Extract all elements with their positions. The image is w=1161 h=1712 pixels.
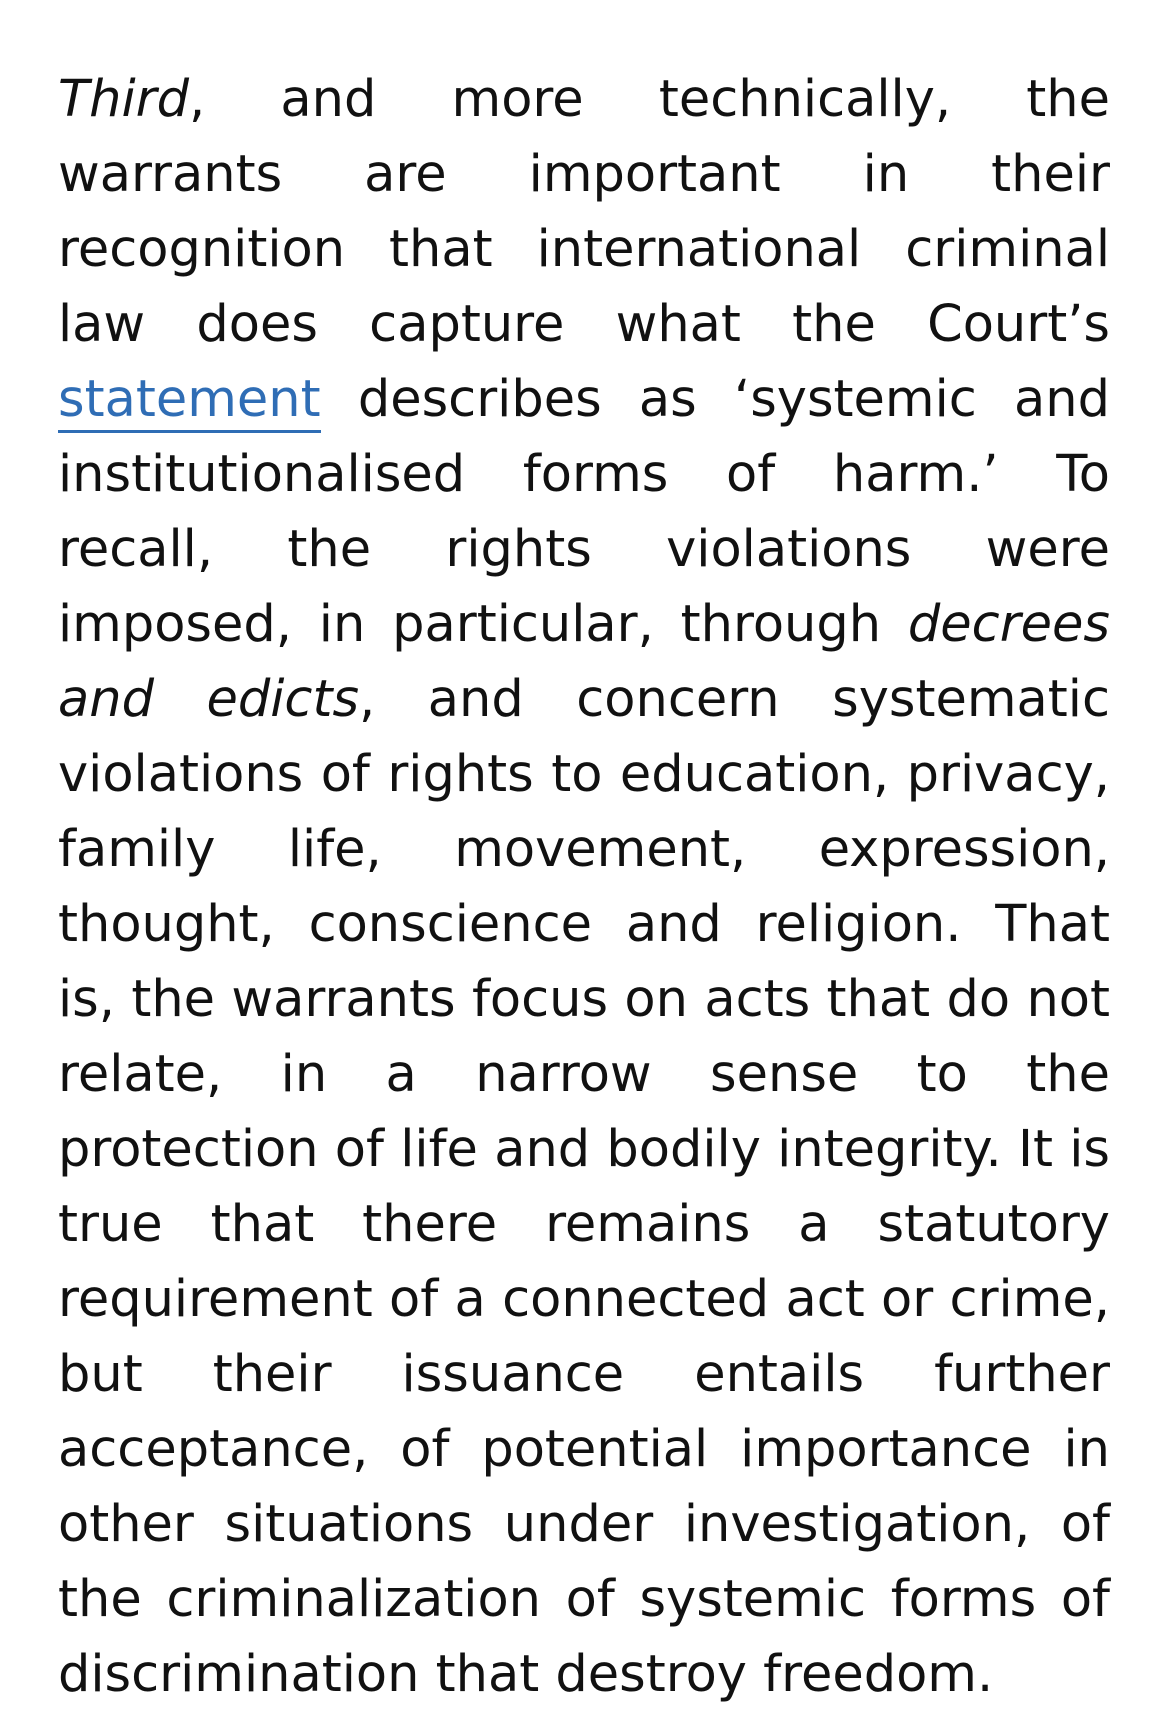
paragraph-text-part-1: , and more technically, the warrants are important in their recognition that international criminal law does capture what the Court’s	[58, 70, 1110, 354]
article-paragraph	[58, 62, 1110, 1712]
previous-paragraph-clipped	[58, 0, 1110, 15]
paragraph-text-part-3: , and concern systematic violations of rights to education, privacy, family life, movement, expression, thought, conscience and religion. That is, the warrants focus on acts that do not relate, in a narrow sense to the protection of life and bodily integrity. It is true that there remains a statutory requirement of a connected act or crime, but their issuance entails further acceptance, of potential importance in other situations under investigation, of the criminalization of systemic forms of discrimination that destroy freedom.	[58, 670, 1110, 1704]
article-body	[58, 0, 1110, 1704]
paragraph-lead-italic: Third	[58, 70, 189, 129]
statement-link[interactable]: statement	[58, 370, 321, 433]
paragraph-italic-phrase: decrees and edicts	[58, 595, 1110, 729]
paragraph-text-part-2: describes as ‘systemic and institutionalised forms of harm.’ To recall, the rights violations were imposed, in particular, through	[58, 370, 1110, 654]
next-paragraph-clipped	[58, 1620, 1110, 1695]
